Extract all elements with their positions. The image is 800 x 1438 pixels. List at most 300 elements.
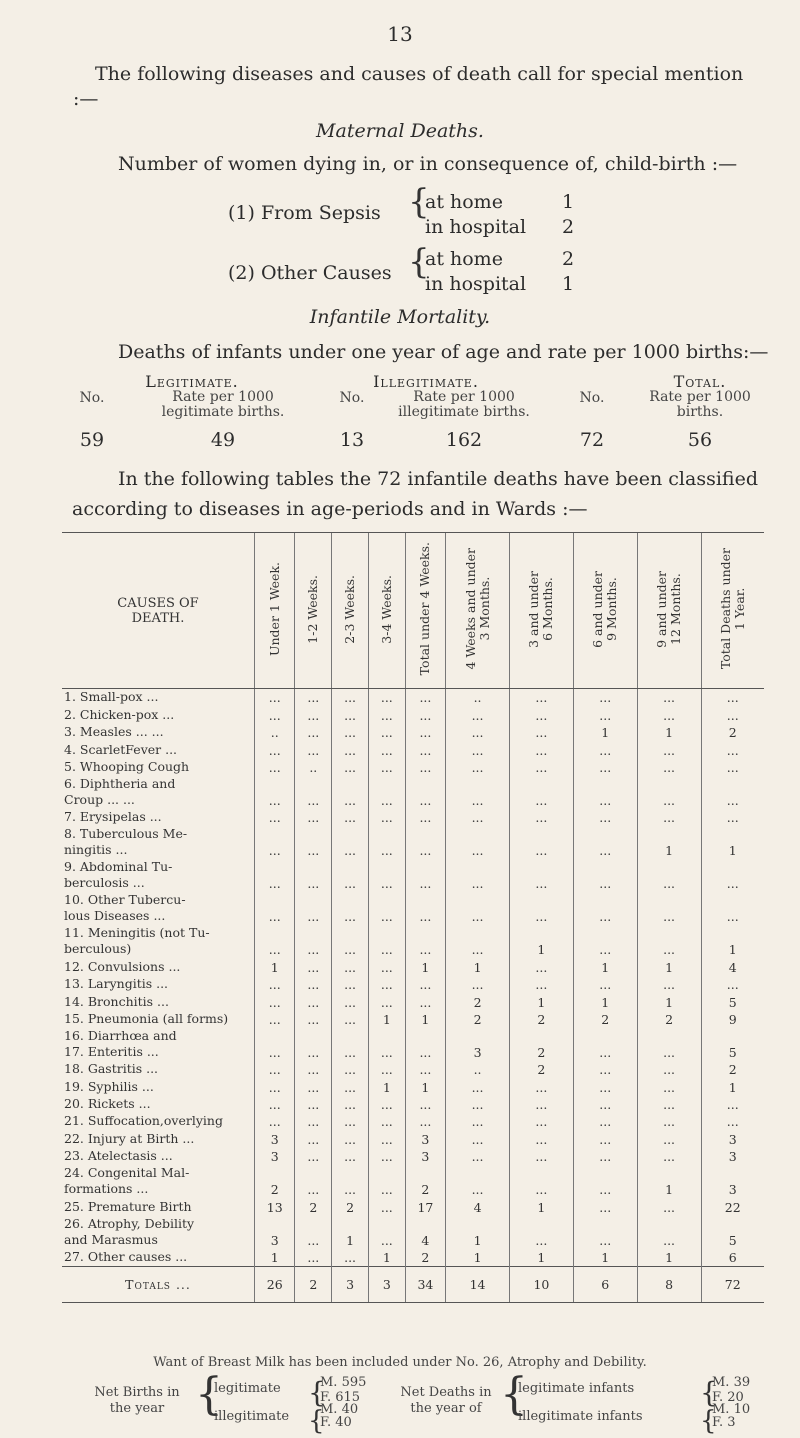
value-cell: 2 xyxy=(405,1165,445,1198)
value-cell: 1 xyxy=(405,1078,445,1095)
total-no: 72 xyxy=(579,429,605,451)
total-rate-label: Rate per 1000 births. xyxy=(649,389,751,420)
value-cell: ... xyxy=(295,925,332,958)
value-cell: ... xyxy=(405,976,445,993)
value-cell: ... xyxy=(509,1130,573,1147)
value-cell: ... xyxy=(573,706,637,723)
value-cell: 1 xyxy=(446,958,510,975)
total-cell: 8 xyxy=(637,1267,701,1303)
value-cell: ... xyxy=(446,976,510,993)
value-cell: ... xyxy=(573,1216,637,1249)
value-cell: 1 xyxy=(573,724,637,741)
value-cell: ... xyxy=(332,809,369,826)
value-cell: ... xyxy=(446,741,510,758)
value-cell: 3 xyxy=(446,1028,510,1061)
value-cell: 3 xyxy=(255,1148,295,1165)
total-cell: 26 xyxy=(255,1267,295,1303)
value-cell: ... xyxy=(255,826,295,859)
value-cell: 9 xyxy=(701,1011,764,1028)
cause-cell: 16. Diarrhœa and 17. Enteritis ... xyxy=(64,1027,177,1059)
value-cell: 1 xyxy=(446,1249,510,1267)
value-cell: ... xyxy=(446,809,510,826)
value-cell: ... xyxy=(701,859,764,892)
table-row xyxy=(62,1096,764,1113)
value-cell: ... xyxy=(255,859,295,892)
value-cell: 3 xyxy=(405,1148,445,1165)
value-cell: 1 xyxy=(701,925,764,958)
brace-icon: { xyxy=(408,242,430,282)
value-cell: ... xyxy=(368,741,405,758)
value-cell: ... xyxy=(573,809,637,826)
cause-cell: 23. Atelectasis ... xyxy=(64,1148,173,1164)
illegitimate-rate-label: Rate per 1000 illegitimate births. xyxy=(398,389,530,420)
value-cell: ... xyxy=(509,759,573,776)
cause-cell: 26. Atrophy, Debility and Marasmus xyxy=(64,1215,195,1247)
table-row xyxy=(62,1198,764,1215)
table-row xyxy=(62,1028,764,1061)
table-row xyxy=(62,976,764,993)
value-cell: ... xyxy=(701,809,764,826)
value-cell: 2 xyxy=(701,724,764,741)
value-cell: ... xyxy=(368,1096,405,1113)
value-cell: ... xyxy=(509,958,573,975)
brace-icon: { xyxy=(700,1376,718,1409)
value-cell: ... xyxy=(446,759,510,776)
cause-cell: 6. Diphtheria and Croup ... ... xyxy=(64,775,176,807)
value-cell: ... xyxy=(509,689,573,707)
table-row xyxy=(62,1216,764,1249)
value-cell: ... xyxy=(573,1028,637,1061)
table-row xyxy=(62,1113,764,1130)
value-cell: ... xyxy=(368,1113,405,1130)
value-cell: ... xyxy=(332,1130,369,1147)
value-cell: ... xyxy=(405,993,445,1010)
value-cell: 4 xyxy=(405,1216,445,1249)
value-cell: ... xyxy=(255,759,295,776)
value-cell: 5 xyxy=(701,1216,764,1249)
value-cell: ... xyxy=(573,859,637,892)
cause-cell: 14. Bronchitis ... xyxy=(64,993,169,1009)
value-cell: ... xyxy=(295,741,332,758)
value-cell: ... xyxy=(405,724,445,741)
brace-icon: { xyxy=(500,1369,528,1420)
illegitimate-rate: 162 xyxy=(445,429,483,451)
total-cell: 3 xyxy=(368,1267,405,1303)
cause-cell: 25. Premature Birth xyxy=(64,1198,192,1214)
value-cell: ... xyxy=(368,892,405,925)
value-cell: ... xyxy=(332,892,369,925)
value-cell: ... xyxy=(509,1096,573,1113)
value-cell: ... xyxy=(295,1148,332,1165)
value-cell: ... xyxy=(573,1198,637,1215)
brace-icon: { xyxy=(700,1406,717,1436)
value-cell: ... xyxy=(405,1096,445,1113)
total-rate: 56 xyxy=(687,429,713,451)
value-cell: ... xyxy=(332,1113,369,1130)
value-cell: ... xyxy=(637,1078,701,1095)
value-cell: 1 xyxy=(368,1011,405,1028)
column-header: 2-3 Weeks. xyxy=(332,533,369,689)
total-cell: 72 xyxy=(701,1267,764,1303)
page-number: 13 xyxy=(387,22,413,46)
infant-deaths-table xyxy=(62,532,764,1303)
maternal-place: at home xyxy=(425,248,503,270)
net-deaths-label: Net Deaths in the year of xyxy=(400,1385,492,1416)
value-cell: ... xyxy=(332,1249,369,1267)
value-cell: ... xyxy=(637,776,701,809)
value-cell: 4 xyxy=(446,1198,510,1215)
table-row xyxy=(62,925,764,958)
value-cell: 5 xyxy=(701,993,764,1010)
value-cell: ... xyxy=(637,1148,701,1165)
value-cell: ... xyxy=(295,892,332,925)
maternal-question: Number of women dying in, or in consequence of, child-birth :— xyxy=(118,153,738,175)
value-cell: ... xyxy=(295,1249,332,1267)
value-cell: 1 xyxy=(405,958,445,975)
cause-cell: 4. ScarletFever ... xyxy=(64,741,178,757)
value-cell: ... xyxy=(637,925,701,958)
value-cell: 2 xyxy=(509,1028,573,1061)
value-cell: ... xyxy=(332,759,369,776)
cause-cell: 10. Other Tubercu- lous Diseases ... xyxy=(64,892,186,924)
total-cell: 10 xyxy=(509,1267,573,1303)
cause-cell: 7. Erysipelas ... xyxy=(64,809,162,825)
value-cell: ... xyxy=(332,741,369,758)
value-cell: ... xyxy=(573,689,637,707)
value-cell: ... xyxy=(332,724,369,741)
value-cell: ... xyxy=(255,689,295,707)
value-cell: ... xyxy=(295,826,332,859)
column-header: Under 1 Week. xyxy=(255,533,295,689)
value-cell: 1 xyxy=(368,1078,405,1095)
value-cell: 1 xyxy=(509,993,573,1010)
legitimate-title: Legitimate. xyxy=(145,372,239,391)
value-cell: ... xyxy=(509,892,573,925)
value-cell: ... xyxy=(405,892,445,925)
value-cell: ... xyxy=(368,759,405,776)
value-cell: .. xyxy=(295,759,332,776)
column-header: 3-4 Weeks. xyxy=(368,533,405,689)
value-cell: ... xyxy=(573,776,637,809)
totals-row xyxy=(62,1267,764,1303)
net-births-leg-m: M. 595 xyxy=(320,1375,367,1390)
value-cell: .. xyxy=(446,689,510,707)
value-cell: ... xyxy=(255,1028,295,1061)
value-cell: ... xyxy=(332,1096,369,1113)
value-cell: ... xyxy=(446,1096,510,1113)
value-cell: 1 xyxy=(637,826,701,859)
value-cell: ... xyxy=(637,1130,701,1147)
value-cell: 3 xyxy=(405,1130,445,1147)
value-cell: ... xyxy=(295,1165,332,1198)
value-cell: ... xyxy=(332,1028,369,1061)
maternal-value: 2 xyxy=(562,248,575,270)
column-header: 3 and under 6 Months. xyxy=(509,533,573,689)
value-cell: ... xyxy=(405,1061,445,1078)
net-births-leg-f: F. 615 xyxy=(320,1390,361,1405)
value-cell: ... xyxy=(255,892,295,925)
value-cell: 2 xyxy=(295,1198,332,1215)
value-cell: ... xyxy=(405,826,445,859)
value-cell: 3 xyxy=(701,1148,764,1165)
value-cell: 5 xyxy=(701,1028,764,1061)
value-cell: 1 xyxy=(637,958,701,975)
value-cell: ... xyxy=(446,1165,510,1198)
value-cell: ... xyxy=(332,1061,369,1078)
net-deaths-illegitimate: illegitimate infants xyxy=(518,1409,643,1424)
value-cell: ... xyxy=(573,1113,637,1130)
maternal-value: 1 xyxy=(562,191,575,213)
value-cell: ... xyxy=(573,759,637,776)
value-cell: 2 xyxy=(573,1011,637,1028)
table-row xyxy=(62,826,764,859)
value-cell: ... xyxy=(332,1011,369,1028)
value-cell: .. xyxy=(255,724,295,741)
table-row xyxy=(62,724,764,741)
cause-cell: 27. Other causes ... xyxy=(64,1249,188,1265)
brace-icon: { xyxy=(308,1376,326,1409)
value-cell: ... xyxy=(368,1198,405,1215)
value-cell: 4 xyxy=(701,958,764,975)
maternal-place: at home xyxy=(425,191,503,213)
value-cell: ... xyxy=(295,1130,332,1147)
value-cell: ... xyxy=(368,1165,405,1198)
value-cell: ... xyxy=(255,776,295,809)
classified-text: In the following tables the 72 infantile deaths have been classified according to diseases in age-periods and in Wards :— xyxy=(72,468,758,520)
value-cell: ... xyxy=(405,925,445,958)
maternal-group-label: (2) Other Causes xyxy=(228,262,392,284)
value-cell: ... xyxy=(332,976,369,993)
value-cell: ... xyxy=(405,859,445,892)
value-cell: ... xyxy=(701,706,764,723)
value-cell: 6 xyxy=(701,1249,764,1267)
value-cell: ... xyxy=(509,976,573,993)
value-cell: ... xyxy=(446,1130,510,1147)
value-cell: ... xyxy=(637,1198,701,1215)
value-cell: ... xyxy=(701,689,764,707)
value-cell: ... xyxy=(573,1148,637,1165)
value-cell: ... xyxy=(509,706,573,723)
column-header: Total under 4 Weeks. xyxy=(405,533,445,689)
net-deaths-ill-m: M. 10 xyxy=(712,1402,751,1417)
value-cell: ... xyxy=(701,776,764,809)
value-cell: ... xyxy=(368,776,405,809)
value-cell: ... xyxy=(509,776,573,809)
cause-header: CAUSES OF DEATH. xyxy=(62,533,255,689)
value-cell: ... xyxy=(332,993,369,1010)
value-cell: ... xyxy=(368,706,405,723)
table-row xyxy=(62,776,764,809)
total-no-label: No. xyxy=(579,390,605,406)
table-row xyxy=(62,741,764,758)
value-cell: ... xyxy=(295,809,332,826)
net-births-legitimate: legitimate xyxy=(214,1381,281,1396)
value-cell: ... xyxy=(701,759,764,776)
value-cell: ... xyxy=(295,706,332,723)
total-cell: 6 xyxy=(573,1267,637,1303)
value-cell: ... xyxy=(701,1096,764,1113)
total-cell: 14 xyxy=(446,1267,510,1303)
value-cell: 2 xyxy=(509,1011,573,1028)
total-cell: 34 xyxy=(405,1267,445,1303)
value-cell: ... xyxy=(332,826,369,859)
value-cell: 2 xyxy=(405,1249,445,1267)
value-cell: ... xyxy=(255,809,295,826)
value-cell: ... xyxy=(405,759,445,776)
value-cell: ... xyxy=(509,1216,573,1249)
legitimate-no-label: No. xyxy=(79,390,105,406)
infantile-heading: Infantile Mortality. xyxy=(309,306,491,328)
value-cell: ... xyxy=(295,1078,332,1095)
value-cell: 1 xyxy=(701,826,764,859)
value-cell: 13 xyxy=(255,1198,295,1215)
value-cell: ... xyxy=(573,1061,637,1078)
cause-cell: 5. Whooping Cough xyxy=(64,758,190,774)
value-cell: ... xyxy=(295,1011,332,1028)
value-cell: ... xyxy=(255,1061,295,1078)
cause-cell: 3. Measles ... ... xyxy=(64,724,164,740)
value-cell: 1 xyxy=(332,1216,369,1249)
table-row xyxy=(62,1011,764,1028)
column-header: Total Deaths under 1 Year. xyxy=(701,533,764,689)
value-cell: ... xyxy=(368,689,405,707)
value-cell: ... xyxy=(446,706,510,723)
value-cell: ... xyxy=(295,859,332,892)
maternal-place: in hospital xyxy=(425,216,527,238)
value-cell: ... xyxy=(368,1028,405,1061)
value-cell: 1 xyxy=(255,958,295,975)
value-cell: 1 xyxy=(637,993,701,1010)
net-births-illegitimate: illegitimate xyxy=(214,1409,290,1424)
value-cell: ... xyxy=(255,1096,295,1113)
value-cell: ... xyxy=(405,809,445,826)
value-cell: ... xyxy=(255,976,295,993)
value-cell: 1 xyxy=(509,1249,573,1267)
value-cell: ... xyxy=(255,706,295,723)
value-cell: ... xyxy=(332,706,369,723)
value-cell: ... xyxy=(573,976,637,993)
value-cell: ... xyxy=(637,859,701,892)
value-cell: ... xyxy=(368,826,405,859)
column-header: 6 and under 9 Months. xyxy=(573,533,637,689)
net-deaths-leg-f: F. 20 xyxy=(712,1390,744,1405)
value-cell: 3 xyxy=(701,1165,764,1198)
cause-cell: 22. Injury at Birth ... xyxy=(64,1130,195,1146)
value-cell: ... xyxy=(295,1028,332,1061)
value-cell: ... xyxy=(637,759,701,776)
table-row xyxy=(62,958,764,975)
total-cell: 3 xyxy=(332,1267,369,1303)
value-cell: ... xyxy=(295,993,332,1010)
value-cell: ... xyxy=(332,776,369,809)
value-cell: ... xyxy=(573,1130,637,1147)
brace-icon: { xyxy=(195,1369,223,1420)
value-cell: ... xyxy=(509,1078,573,1095)
value-cell: ... xyxy=(255,1113,295,1130)
cause-cell: 15. Pneumonia (all forms) xyxy=(64,1010,229,1026)
value-cell: ... xyxy=(368,809,405,826)
value-cell: ... xyxy=(509,1165,573,1198)
value-cell: 1 xyxy=(255,1249,295,1267)
value-cell: ... xyxy=(405,689,445,707)
value-cell: 1 xyxy=(573,958,637,975)
value-cell: ... xyxy=(295,1096,332,1113)
illegitimate-no: 13 xyxy=(339,429,365,451)
cause-cell: 1. Small-pox ... xyxy=(64,689,159,705)
illegitimate-no-label: No. xyxy=(339,390,365,406)
column-header: 1-2 Weeks. xyxy=(295,533,332,689)
value-cell: ... xyxy=(573,892,637,925)
net-deaths-legitimate: legitimate infants xyxy=(518,1381,635,1396)
brace-icon: { xyxy=(408,182,430,222)
value-cell: ... xyxy=(332,1165,369,1198)
value-cell: ... xyxy=(295,724,332,741)
value-cell: ... xyxy=(637,1028,701,1061)
column-header: 4 Weeks and under 3 Months. xyxy=(446,533,510,689)
totals-label: Totals ... xyxy=(62,1267,255,1303)
value-cell: 2 xyxy=(446,993,510,1010)
value-cell: 22 xyxy=(701,1198,764,1215)
value-cell: ... xyxy=(446,724,510,741)
value-cell: ... xyxy=(332,1148,369,1165)
value-cell: ... xyxy=(295,776,332,809)
column-header: 9 and under 12 Months. xyxy=(637,533,701,689)
value-cell: ... xyxy=(637,1216,701,1249)
value-cell: 1 xyxy=(573,1249,637,1267)
value-cell: ... xyxy=(509,1148,573,1165)
value-cell: ... xyxy=(255,1078,295,1095)
cause-cell: 2. Chicken-pox ... xyxy=(64,706,175,722)
value-cell: ... xyxy=(446,1078,510,1095)
table-row xyxy=(62,859,764,892)
value-cell: ... xyxy=(446,1113,510,1130)
breast-milk-note: Want of Breast Milk has been included under No. 26, Atrophy and Debility. xyxy=(153,1355,647,1370)
value-cell: ... xyxy=(405,776,445,809)
legitimate-rate-label: Rate per 1000 legitimate births. xyxy=(161,389,285,420)
value-cell: 1 xyxy=(637,1165,701,1198)
value-cell: ... xyxy=(295,1061,332,1078)
value-cell: ... xyxy=(446,1148,510,1165)
value-cell: .. xyxy=(446,1061,510,1078)
value-cell: ... xyxy=(701,892,764,925)
value-cell: ... xyxy=(701,741,764,758)
value-cell: ... xyxy=(509,724,573,741)
value-cell: ... xyxy=(368,1216,405,1249)
table-row xyxy=(62,993,764,1010)
value-cell: ... xyxy=(637,1113,701,1130)
total-title: Total. xyxy=(673,372,727,391)
value-cell: ... xyxy=(637,741,701,758)
value-cell: ... xyxy=(368,859,405,892)
legitimate-no: 59 xyxy=(79,429,105,451)
value-cell: ... xyxy=(255,925,295,958)
value-cell: ... xyxy=(446,776,510,809)
value-cell: ... xyxy=(368,958,405,975)
brace-icon: { xyxy=(308,1406,325,1436)
total-cell: 2 xyxy=(295,1267,332,1303)
net-births-label: Net Births in the year xyxy=(94,1385,180,1416)
value-cell: 3 xyxy=(255,1130,295,1147)
value-cell: ... xyxy=(446,859,510,892)
table-row xyxy=(62,1165,764,1198)
table-row xyxy=(62,1061,764,1078)
value-cell: ... xyxy=(637,1061,701,1078)
intro-text: The following diseases and causes of death call for special mention :— xyxy=(73,63,744,110)
value-cell: ... xyxy=(368,1148,405,1165)
value-cell: ... xyxy=(637,809,701,826)
value-cell: 1 xyxy=(573,993,637,1010)
value-cell: ... xyxy=(701,976,764,993)
